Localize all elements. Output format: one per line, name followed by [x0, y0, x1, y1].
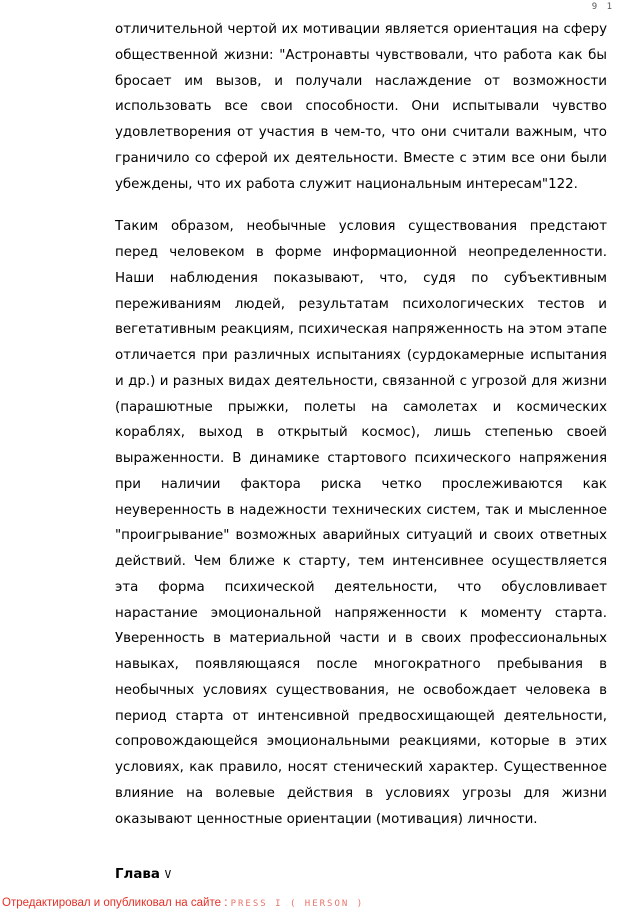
chapter-heading-label: Глава [115, 867, 160, 883]
publisher-footer [2, 897, 364, 909]
footer-separator: : [221, 897, 231, 909]
footer-site-name: PRESS I ( HERSON ) [230, 899, 365, 909]
paragraph: отличительной чертой их мотивации является ориентация на сферу общественной жизни: "Астронавты чувствовали, что работа как бы бросает им вызов, и получали наслаждение от возможности использовать все свои способности. Они испытывали чувство удовлетворения от участия в чем-то, что они считали важным, что граничило со сферой их деятельности. Вместе с этим все они были убеждены, что их работа служит национальным интересам"122. [115, 22, 607, 192]
page-number: 9 1 [591, 2, 614, 12]
chapter-heading-numeral: V [164, 868, 173, 882]
footer-text: Отредактировал и опубликовал на сайте [2, 897, 221, 909]
paragraph: Таким образом, необычные условия существования предстают перед человеком в форме информационной неопределенности. Наши наблюдения показывают, что, судя по субъективным переживаниям людей, результатам психологических тестов и вегетативным реакциям, психическая напряженность на этом этапе отличается при различных испытаниях (сурдокамерные испытания и др.) и разных видах деятельности, связанной с угрозой для жизни (парашютные прыжки, полеты на самолетах и космических кораблях, выход в открытый космос), лишь степенью своей выраженности. В динамике стартового психического напряжения при наличии фактора риска четко прослеживаются как неуверенность в надежности технических систем, так и мысленное "проигрывание" возможных аварийных ситуаций и своих ответных действий. Чем ближе к старту, тем интенсивнее осуществляется эта форма психической деятельности, что обусловливает нарастание эмоциональной напряженности к моменту старта. Уверенность в материальной части и в своих профессиональных навыках, появляющаяся после многократного пребывания в необычных условиях существования, не освобождает человека в период старта от интенсивной предвосхищающей деятельности, сопровождающейся эмоциональными реакциями, которые в этих условиях, как правило, носят стенический характер. Существенное влияние на волевые действия в условиях угрозы для жизни оказывают ценностные ориентации (мотивация) личности. [115, 219, 607, 827]
chapter-heading [115, 862, 607, 887]
document-body [115, 17, 607, 887]
